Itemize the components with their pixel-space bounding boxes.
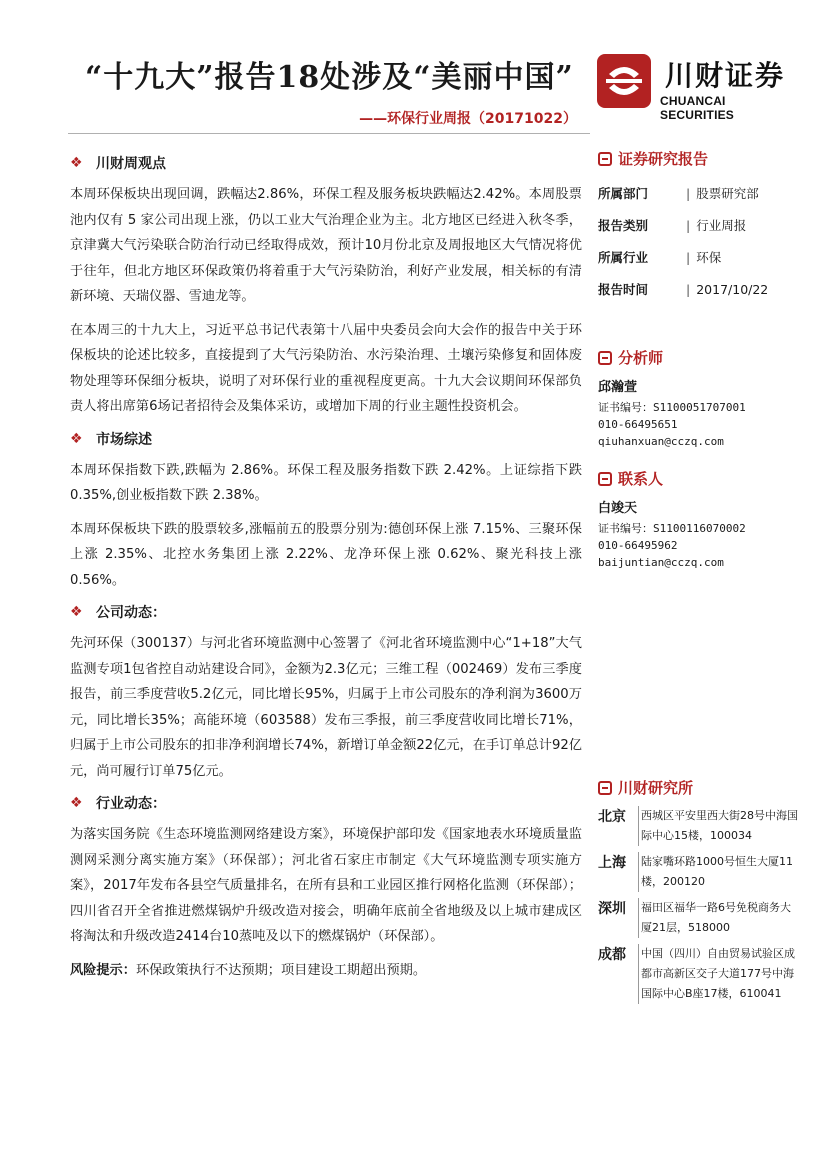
company-logo	[597, 50, 797, 122]
contact-title: 联系人	[618, 470, 664, 488]
header-divider	[68, 133, 590, 134]
diamond-bullet-icon: ❖	[70, 795, 83, 811]
office-city: 北京	[598, 809, 626, 825]
research-institute-title: 川财研究所	[618, 779, 694, 797]
contact-phone: 010-66495962	[598, 539, 678, 552]
office-address: 福田区福华一路6号免税商务大厦21层，518000	[638, 898, 800, 938]
office-address: 陆家嘴环路1000号恒生大厦11楼，200120	[638, 852, 800, 892]
meta-row-category: 报告类别 | 行业周报	[598, 217, 747, 233]
risk-text: 环保政策执行不达预期；项目建设工期超出预期。	[135, 962, 427, 978]
contact-name: 白竣天	[598, 501, 638, 516]
diamond-bullet-icon: ❖	[70, 155, 83, 171]
report-info-title: 证券研究报告	[618, 150, 709, 168]
meta-value: 2017/10/22	[696, 281, 769, 297]
analyst-phone: 010-66495651	[598, 418, 678, 431]
market-paragraph-2: 本周环保板块下跌的股票较多,涨幅前五的股票分别为:德创环保上涨 7.15%、三聚环保上涨 2.35%、北控水务集团上涨 2.22%、龙净环保上涨 0.62%、聚光科技上涨 0.56%。	[70, 521, 582, 588]
market-paragraph-1: 本周环保指数下跌,跌幅为 2.86%。环保工程及服务指数下跌 2.42%。上证综指下跌 0.35%,创业板指数下跌 2.38%。	[70, 462, 582, 503]
office-city: 成都	[598, 947, 626, 963]
section-industry-heading	[70, 792, 582, 814]
diamond-bullet-icon: ❖	[70, 430, 83, 447]
meta-value: 环保	[696, 250, 722, 265]
meta-key: 所属部门	[598, 186, 649, 201]
analyst-cert: 证书编号：S1100051707001	[598, 401, 746, 414]
risk-warning	[70, 958, 582, 984]
report-title: “十九大”报告18处涉及“美丽中国”	[85, 60, 574, 95]
report-info-heading	[598, 148, 800, 169]
office-city: 深圳	[598, 901, 626, 917]
meta-value: 行业周报	[696, 218, 747, 233]
section-marker-icon	[598, 152, 612, 166]
section-market-heading	[70, 428, 582, 450]
contact-cert: 证书编号：S1100116070002	[598, 522, 746, 535]
meta-row-date: 报告时间 | 2017/10/22	[598, 281, 769, 297]
diamond-bullet-icon: ❖	[70, 604, 83, 620]
chuancai-logo-icon	[597, 54, 651, 108]
meta-value: 股票研究部	[696, 186, 759, 201]
section-market-title: 市场综述	[96, 431, 152, 448]
views-paragraph-2: 在本周三的十九大上，习近平总书记代表第十八届中央委员会向大会作的报告中关于环保板块的论述比较多，直接提到了大气污染防治、水污染治理、土壤污染修复和固体废物处理等环保细分板块，说明了对环保行业的重视程度更高。十九大会议期间环保部负责人将出席第6场记者招待会及集体采访，或增加下周的行业主题性投资机会。	[70, 322, 582, 414]
report-subtitle: ——环保行业周报（20171022）	[359, 111, 577, 127]
analyst-email[interactable]: qiuhanxuan@cczq.com	[598, 435, 724, 448]
office-address: 中国（四川）自由贸易试验区成都市高新区交子大道177号中海国际中心B座17楼，610041	[638, 944, 800, 1004]
meta-key: 报告时间	[598, 282, 649, 297]
analyst-name: 邱瀚萱	[598, 380, 638, 395]
section-marker-icon	[598, 472, 612, 486]
section-marker-icon	[598, 781, 612, 795]
section-industry-title: 行业动态：	[96, 796, 166, 812]
logo-name-cn: 川财证券	[665, 59, 786, 92]
meta-row-industry: 所属行业 | 环保	[598, 249, 722, 265]
office-shenzhen	[598, 898, 800, 938]
company-paragraph-1: 先河环保（300137）与河北省环境监测中心签署了《河北省环境监测中心“1+18”大气监测专项1包省控自动站建设合同》，金额为2.3亿元；三维工程（002469）发布三季度报告，前三季度营收5.2亿元，同比增长95%，归属于上市公司股东的净利润为3600万元，同比增长35%；高能环境（603588）发布三季报，前三季度营收同比增长71%，归属于上市公司股东的扣非净利润增长74%，新增订单金额22亿元，在手订单总计92亿元，尚可履行订单75亿元。	[70, 636, 582, 779]
section-company-title: 公司动态：	[96, 605, 166, 621]
sidebar	[598, 148, 800, 1010]
analyst-heading	[598, 347, 800, 368]
section-views-heading	[70, 152, 582, 174]
office-beijing	[598, 806, 800, 846]
meta-key: 所属行业	[598, 250, 649, 265]
section-marker-icon	[598, 351, 612, 365]
section-company-heading	[70, 601, 582, 623]
industry-paragraph-1: 为落实国务院《生态环境监测网络建设方案》，环境保护部印发《国家地表水环境质量监测网采测分离实施方案》（环保部）；河北省石家庄市制定《大气环境监测专项实施方案》，2017年发布各县空气质量排名，在所有县和工业园区推行网格化监测（环保部）；四川省召开全省推进燃煤锅炉升级改造对接会，明确年底前全省地级及以上城市建成区将淘汰和升级改造2414台10蒸吨及以下的燃煤锅炉（环保部）。	[70, 827, 582, 944]
research-institute-heading	[598, 777, 800, 798]
office-address: 西城区平安里西大街28号中海国际中心15楼，100034	[638, 806, 800, 846]
analyst-title: 分析师	[618, 349, 664, 367]
meta-row-department: 所属部门 | 股票研究部	[598, 185, 759, 201]
contact-email[interactable]: baijuntian@cczq.com	[598, 556, 724, 569]
contact-heading	[598, 468, 800, 489]
section-views-title: 川财周观点	[96, 156, 166, 172]
views-paragraph-1: 本周环保板块出现回调，跌幅达2.86%，环保工程及服务板块跌幅达2.42%。本周股票池内仅有 5 家公司出现上涨，仍以工业大气治理企业为主。北方地区已经进入秋冬季，京津冀大气污染联合防治行动已经取得成效，预计10月份北京及周报地区大气情况将优于往年，但北方地区环保政策仍将着重于大气污染防治，利好产业发展，相关标的有清新环境、天瑞仪器、雪迪龙等。	[70, 187, 582, 304]
office-city: 上海	[598, 855, 626, 871]
main-content	[70, 148, 582, 984]
office-chengdu	[598, 944, 800, 1004]
office-shanghai	[598, 852, 800, 892]
risk-label: 风险提示：	[70, 962, 136, 978]
logo-name-en: CHUANCAI SECURITIES	[660, 94, 735, 122]
meta-key: 报告类别	[598, 218, 649, 233]
